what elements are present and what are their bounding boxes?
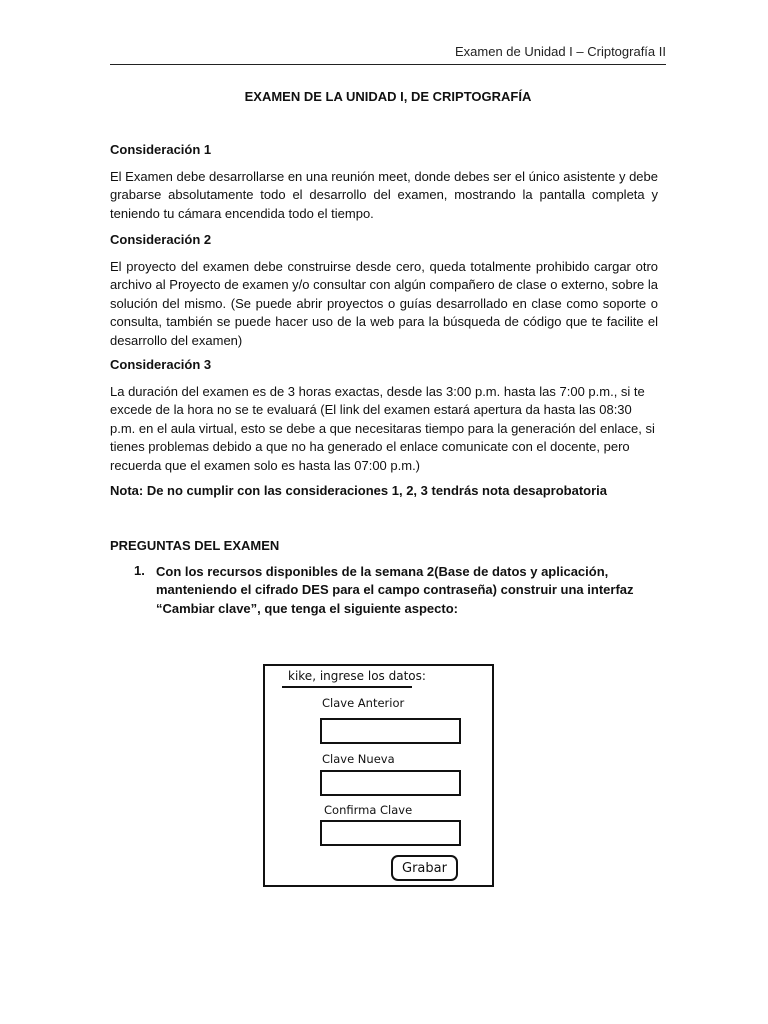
- consideration-2-text: El proyecto del examen debe construirse desde cero, queda totalmente prohibido cargar otro archivo al Proyecto de examen y/o consultar con algún compañero de clase o externo, sobre la solución del mismo. (Se puede abrir proyectos o guías desarrollado en clase como soporte o consulta, también se puede hacer uso de la web para la búsqueda de código que te facilite el desarrollo del examen): [110, 259, 658, 348]
- confirm-password-label: Confirma Clave: [324, 803, 413, 817]
- question-1-number: 1.: [134, 563, 145, 578]
- running-header: Examen de Unidad I – Criptografía II: [454, 44, 666, 59]
- grading-note: Nota: De no cumplir con las consideraciones 1, 2, 3 tendrás nota desaprobatoria: [110, 483, 608, 498]
- question-1-text: Con los recursos disponibles de la semana 2(Base de datos y aplicación, manteniendo el cifrado DES para el campo contraseña) construir una interfaz “Cambiar clave”, que tenga el siguiente aspecto:: [156, 564, 634, 616]
- old-password-label: Clave Anterior: [322, 696, 405, 710]
- new-password-label: Clave Nueva: [322, 752, 395, 766]
- consideration-1-heading: Consideración 1: [110, 142, 212, 157]
- questions-heading: PREGUNTAS DEL EXAMEN: [110, 538, 280, 553]
- mockup-greeting: kike, ingrese los datos:: [288, 669, 426, 683]
- consideration-1-text: El Examen debe desarrollarse en una reunión meet, donde debes ser el único asistente y debe grabarse absolutamente todo el desarrollo del examen, mostrando la pantalla completa y teniendo tu cámara encendida todo el tiempo.: [110, 169, 658, 221]
- consideration-2-heading: Consideración 2: [110, 232, 212, 247]
- confirm-password-input[interactable]: [320, 820, 461, 846]
- new-password-input[interactable]: [320, 770, 461, 796]
- consideration-3-heading: Consideración 3: [110, 357, 212, 372]
- consideration-3-text: La duración del examen es de 3 horas exactas, desde las 3:00 p.m. hasta las 7:00 p.m., si te excede de la hora no se te evaluará (El link del examen estará apertura da hasta las 08:30 p.m. en el aula virtual, esto se debe a que necesitaras tiempo para la generación del enlace, si tienes problemas debido a que no ha generado el enlace comunicate con el docente, pero recuerda que el examen solo es hasta las 07:00 p.m.): [110, 384, 655, 473]
- save-button[interactable]: Grabar: [391, 855, 458, 881]
- old-password-input[interactable]: [320, 718, 461, 744]
- greeting-underline: [282, 686, 412, 688]
- header-divider: [110, 64, 666, 65]
- change-password-form-mockup: [263, 664, 494, 887]
- exam-title: EXAMEN DE LA UNIDAD I, DE CRIPTOGRAFÍA: [244, 89, 532, 104]
